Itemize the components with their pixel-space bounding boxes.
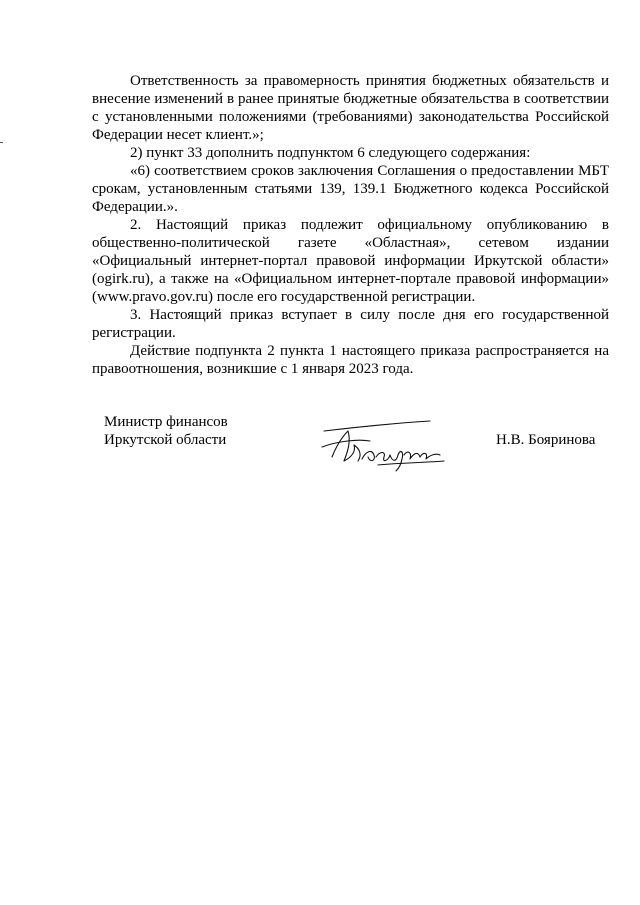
margin-mark <box>0 142 3 143</box>
signer-title-line1: Министр финансов <box>104 414 228 430</box>
paragraph-effective-date: 3. Настоящий приказ вступает в силу после дня его государственной регистрации. <box>92 307 609 341</box>
paragraph-subitem-6: «6) соответствием сроков заключения Соглашения о предоставлении МБТ срокам, установленным статьями 139, 139.1 Бюджетного кодекса Российской Федерации.». <box>92 163 609 215</box>
signer-title <box>104 413 228 449</box>
handwritten-signature-icon <box>318 417 458 473</box>
paragraph-retroactive: Действие подпункта 2 пункта 1 настоящего приказа распространяется на правоотношения, возникшие с 1 января 2023 года. <box>92 343 609 377</box>
signer-name: Н.В. Бояринова <box>496 432 596 448</box>
signature-block <box>0 413 640 483</box>
paragraph-responsibility: Ответственность за правомерность принятия бюджетных обязательств и внесение изменений в ранее принятые бюджетные обязательства в соответствии с установленными положениями (требованиями) законодательства Российской Федерации несет клиент.»; <box>92 73 609 143</box>
signer-title-line2: Иркутской области <box>104 432 227 448</box>
document-body <box>92 72 609 378</box>
paragraph-item-2-point-33: 2) пункт 33 дополнить подпунктом 6 следующего содержания: <box>130 145 531 161</box>
paragraph-publication: 2. Настоящий приказ подлежит официальному опубликованию в общественно-политической газете «Областная», сетевом издании «Официальный интернет-портал правовой информации Иркутской области» (ogirk.ru), а также на «Официальном интернет-портале правовой информации» (www.pravo.gov.ru) после его государственной регистрации. <box>92 217 609 305</box>
